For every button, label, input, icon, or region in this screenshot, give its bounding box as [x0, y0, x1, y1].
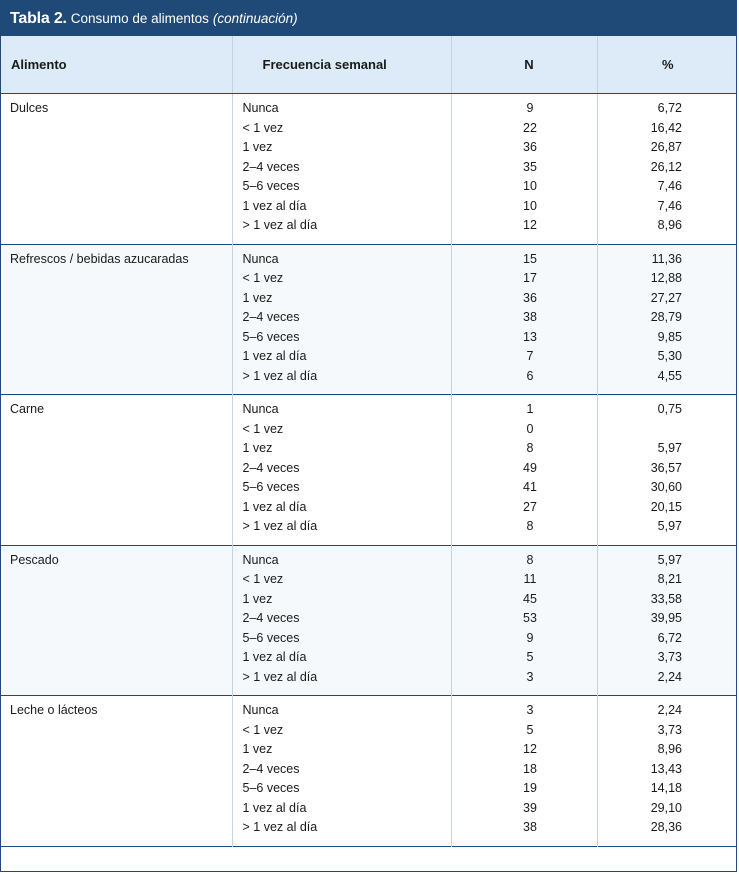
percent-value: 2,24 — [657, 669, 682, 684]
percent-value: 0,75 — [657, 402, 682, 416]
percent-value: 30,60 — [650, 480, 682, 494]
percent-value: 26,12 — [650, 159, 682, 174]
food-name: Pescado — [10, 552, 59, 567]
percent-value: 13,43 — [650, 761, 682, 776]
food-group — [1, 244, 737, 395]
frequency-value: Nunca — [242, 402, 279, 416]
count-value: 15 — [523, 251, 537, 266]
percent-value: 33,58 — [650, 591, 682, 606]
count-value: 0 — [526, 421, 534, 436]
frequency-value: Nunca — [242, 101, 279, 115]
count-value: 18 — [523, 761, 537, 776]
frequency-value: > 1 vez al día — [242, 669, 318, 684]
frequency-value: 1 vez — [242, 742, 273, 756]
count-value: 8 — [526, 441, 534, 455]
food-name-cell — [1, 696, 232, 847]
count-value: 38 — [523, 820, 537, 834]
frequency-value: 2–4 veces — [242, 460, 300, 475]
table-row — [1, 244, 737, 395]
percent-value: 5,30 — [657, 349, 682, 363]
percent-value: 39,95 — [650, 611, 682, 625]
frequency-value: Nunca — [242, 552, 279, 567]
table-title-bar — [1, 1, 736, 36]
percent-value: 7,46 — [657, 198, 682, 213]
percent-value: 11,36 — [651, 251, 682, 266]
frequency-value: 1 vez — [242, 441, 273, 455]
frequency-value: < 1 vez — [242, 421, 284, 436]
percent-value: 27,27 — [650, 290, 682, 305]
count-value: 41 — [523, 480, 537, 494]
header-row — [1, 36, 737, 94]
frequency-value: 1 vez al día — [242, 800, 307, 815]
frequency-value: 5–6 veces — [242, 179, 300, 193]
percent-value: 8,96 — [657, 218, 682, 232]
table-title: Consumo de alimentos — [70, 11, 209, 26]
percent-value: 9,85 — [657, 329, 682, 344]
frequency-value: 2–4 veces — [242, 310, 300, 324]
count-value: 8 — [526, 519, 534, 533]
frequency-value: 1 vez — [242, 290, 273, 305]
percent-value: 8,96 — [657, 742, 682, 756]
percent-cell — [597, 244, 737, 395]
count-cell — [451, 545, 597, 696]
food-name-cell — [1, 244, 232, 395]
frequency-value: 2–4 veces — [242, 611, 300, 625]
percent-value: 12,88 — [650, 271, 682, 285]
count-value: 35 — [523, 159, 537, 174]
count-value: 5 — [526, 722, 534, 737]
table-row — [1, 696, 737, 847]
percent-value: 3,73 — [657, 722, 682, 737]
frequency-cell — [232, 94, 451, 245]
food-group — [1, 395, 737, 546]
percent-value: 2,24 — [657, 703, 682, 717]
food-name-cell — [1, 545, 232, 696]
frequency-value: 5–6 veces — [242, 480, 300, 494]
frequency-cell — [232, 696, 451, 847]
percent-value: 28,36 — [650, 820, 682, 834]
percent-value: 28,79 — [650, 310, 682, 324]
count-value: 9 — [526, 101, 534, 115]
food-name: Refrescos / bebidas azucaradas — [10, 251, 189, 266]
percent-cell — [597, 94, 737, 245]
count-value: 53 — [523, 611, 537, 625]
percent-value: 3,73 — [657, 650, 682, 664]
table-header — [1, 36, 737, 94]
frequency-value: < 1 vez — [242, 572, 284, 586]
frequency-cell — [232, 244, 451, 395]
frequency-value: Nunca — [242, 703, 279, 717]
count-value: 8 — [526, 552, 534, 567]
frequency-value: > 1 vez al día — [242, 218, 318, 232]
count-value: 10 — [523, 198, 537, 213]
table-row — [1, 545, 737, 696]
percent-value: 5,97 — [657, 552, 682, 567]
count-value: 36 — [523, 140, 537, 154]
count-value: 22 — [523, 120, 537, 135]
count-value: 12 — [523, 218, 537, 232]
frequency-value: 1 vez al día — [242, 499, 307, 514]
count-value: 6 — [526, 368, 534, 383]
frequency-value: 5–6 veces — [242, 781, 300, 795]
percent-value: 26,87 — [650, 140, 682, 154]
food-name: Carne — [10, 402, 45, 416]
count-value: 17 — [523, 271, 537, 285]
percent-value: 8,21 — [657, 572, 682, 586]
count-value: 38 — [523, 310, 537, 324]
frequency-value: 1 vez al día — [242, 198, 307, 213]
frequency-value: 2–4 veces — [242, 761, 300, 776]
food-group — [1, 696, 737, 847]
food-name-cell — [1, 94, 232, 245]
header-n: N — [451, 36, 597, 94]
percent-cell — [597, 545, 737, 696]
count-value: 19 — [523, 781, 537, 795]
percent-value: 36,57 — [650, 460, 682, 475]
table-title-continuation: (continuación) — [212, 11, 298, 26]
percent-value: 6,72 — [657, 630, 682, 645]
frequency-value: Nunca — [242, 251, 279, 266]
count-value: 39 — [523, 800, 537, 815]
table-row — [1, 395, 737, 546]
percent-value — [598, 420, 683, 440]
frequency-value: 5–6 veces — [242, 630, 300, 645]
percent-value: 29,10 — [650, 800, 682, 815]
count-value: 5 — [526, 650, 534, 664]
table-row — [1, 94, 737, 245]
frequency-value: < 1 vez — [242, 120, 284, 135]
percent-value: 7,46 — [657, 179, 682, 193]
count-value: 11 — [523, 572, 537, 586]
percent-cell — [597, 696, 737, 847]
frequency-value: > 1 vez al día — [242, 820, 318, 834]
header-pct: % — [597, 36, 737, 94]
frequency-value: 1 vez al día — [242, 349, 307, 363]
frequency-value: 1 vez — [242, 140, 273, 154]
header-frecuencia: Frecuencia semanal — [232, 36, 451, 94]
frequency-value: 2–4 veces — [242, 159, 300, 174]
count-value: 27 — [523, 499, 537, 514]
frequency-cell — [232, 395, 451, 546]
frequency-value: < 1 vez — [242, 271, 284, 285]
frequency-value: 1 vez al día — [242, 650, 307, 664]
count-value: 3 — [526, 669, 534, 684]
percent-value: 20,15 — [650, 499, 682, 514]
data-table — [1, 36, 737, 847]
count-value: 12 — [523, 742, 537, 756]
frequency-value: 5–6 veces — [242, 329, 300, 344]
food-name: Leche o lácteos — [10, 703, 98, 717]
table-number: Tabla 2. — [10, 9, 67, 27]
frequency-value: > 1 vez al día — [242, 368, 318, 383]
percent-value: 6,72 — [657, 101, 682, 115]
count-value: 10 — [523, 179, 537, 193]
percent-value: 4,55 — [657, 368, 682, 383]
count-cell — [451, 244, 597, 395]
count-cell — [451, 696, 597, 847]
count-value: 45 — [523, 591, 537, 606]
count-value: 36 — [523, 290, 537, 305]
percent-value: 5,97 — [657, 441, 682, 455]
percent-cell — [597, 395, 737, 546]
food-name: Dulces — [10, 101, 49, 115]
count-value: 1 — [526, 402, 534, 416]
frequency-value: 1 vez — [242, 591, 273, 606]
header-alimento: Alimento — [1, 36, 232, 94]
frequency-cell — [232, 545, 451, 696]
count-value: 49 — [523, 460, 537, 475]
frequency-value: > 1 vez al día — [242, 519, 318, 533]
food-group — [1, 545, 737, 696]
percent-value: 16,42 — [650, 120, 682, 135]
count-value: 3 — [526, 703, 534, 717]
count-value: 13 — [523, 329, 537, 344]
count-value: 7 — [526, 349, 534, 363]
percent-value: 14,18 — [650, 781, 682, 795]
count-cell — [451, 395, 597, 546]
frequency-value: < 1 vez — [242, 722, 284, 737]
food-group — [1, 94, 737, 245]
percent-value: 5,97 — [657, 519, 682, 533]
count-value: 9 — [526, 630, 534, 645]
food-name-cell — [1, 395, 232, 546]
count-cell — [451, 94, 597, 245]
